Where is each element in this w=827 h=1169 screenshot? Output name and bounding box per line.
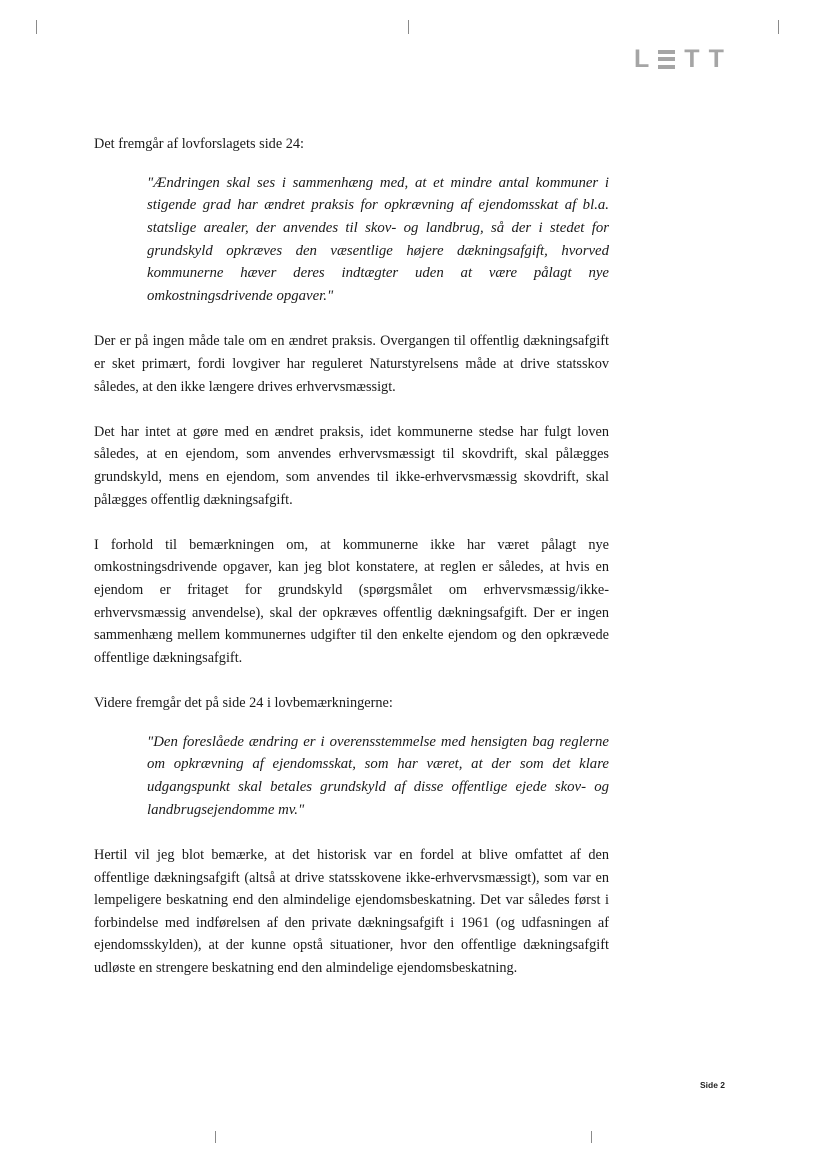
page-number: Side 2 (700, 1080, 726, 1090)
margin-tick-mark (36, 20, 37, 34)
document-body (94, 133, 609, 1002)
company-logo (634, 45, 733, 73)
body-paragraph: I forhold til bemærkningen om, at kommunerne ikke har været pålagt nye omkostningsdrivende opgaver, kan jeg blot konstatere, at reglen er således, at hvis en ejendom er fritaget for grundskyld (spørgsmålet om erhvervsmæssig/ikke-erhvervsmæssig anvendelse), skal der opkræves offentlig dækningsafgift. Der er ingen sammenhæng mellem kommunernes udgifter til den enkelte ejendom og den opkrævede offentlige dækningsafgift. (94, 536, 609, 666)
logo-letter-t: T (708, 45, 733, 73)
logo-letter-t: T (684, 45, 709, 73)
logo-letter-e-mark (658, 50, 675, 69)
body-paragraph: Der er på ingen måde tale om en ændret praksis. Overgangen til offentlig dækningsafgift er sket primært, fordi lovgiver har reguleret Naturstyrelsens måde at drive statsskov således, at den ikke længere drives erhvervsmæssigt. (94, 333, 609, 395)
body-paragraph: Videre fremgår det på side 24 i lovbemærkningerne: (94, 694, 393, 711)
body-paragraph: Hertil vil jeg blot bemærke, at det historisk var en fordel at blive omfattet af den offentlige dækningsafgift (altså at drive statsskovene ikke-erhvervsmæssigt), som var en lempeligere beskatning end den almindelige ejendomsbeskatning. Det var således først i forbindelse med indførelsen af den private dækningsafgift i 1961 (og udfasningen af ejendomsskylden), at der kunne opstå situationer, hvor den offentlige dækningsafgift udløste en strengere beskatning end den almindelige ejendomsbeskatning. (94, 846, 609, 976)
quote-paragraph: "Ændringen skal ses i sammenhæng med, at et mindre antal kommuner i stigende grad har ændret praksis for opkrævning af ejendomsskat af bl.a. statslige arealer, der anvendes til skov- og landbrug, så der i stedet for grundskyld opkræves den væsentlige højere dækningsafgift, hvorved kommunerne hæver deres indtægter uden at være pålagt nye omkostningsdrivende opgaver." (147, 174, 609, 305)
margin-tick-mark (591, 1131, 592, 1143)
body-paragraph: Det har intet at gøre med en ændret praksis, idet kommunerne stedse har fulgt loven således, at en ejendom, som anvendes erhvervsmæssigt til skovdrift, skal pålægges grundskyld, mens en ejendom, som anvendes til ikke-erhvervsmæssig skovdrift, skal pålægges offentlig dækningsafgift. (94, 423, 609, 508)
margin-tick-mark (778, 20, 779, 34)
quote-paragraph: "Den foreslåede ændring er i overensstemmelse med hensigten bag reglerne om opkrævning af ejendomsskat, som har været, at der som det klare udgangspunkt skal betales grundskyld af disse offentlige ejede skov- og landbrugsejendomme mv." (147, 733, 609, 818)
logo-letter-l: L (634, 45, 659, 73)
body-paragraph: Det fremgår af lovforslagets side 24: (94, 136, 305, 152)
margin-tick-mark (215, 1131, 216, 1143)
margin-tick-mark (408, 20, 409, 34)
